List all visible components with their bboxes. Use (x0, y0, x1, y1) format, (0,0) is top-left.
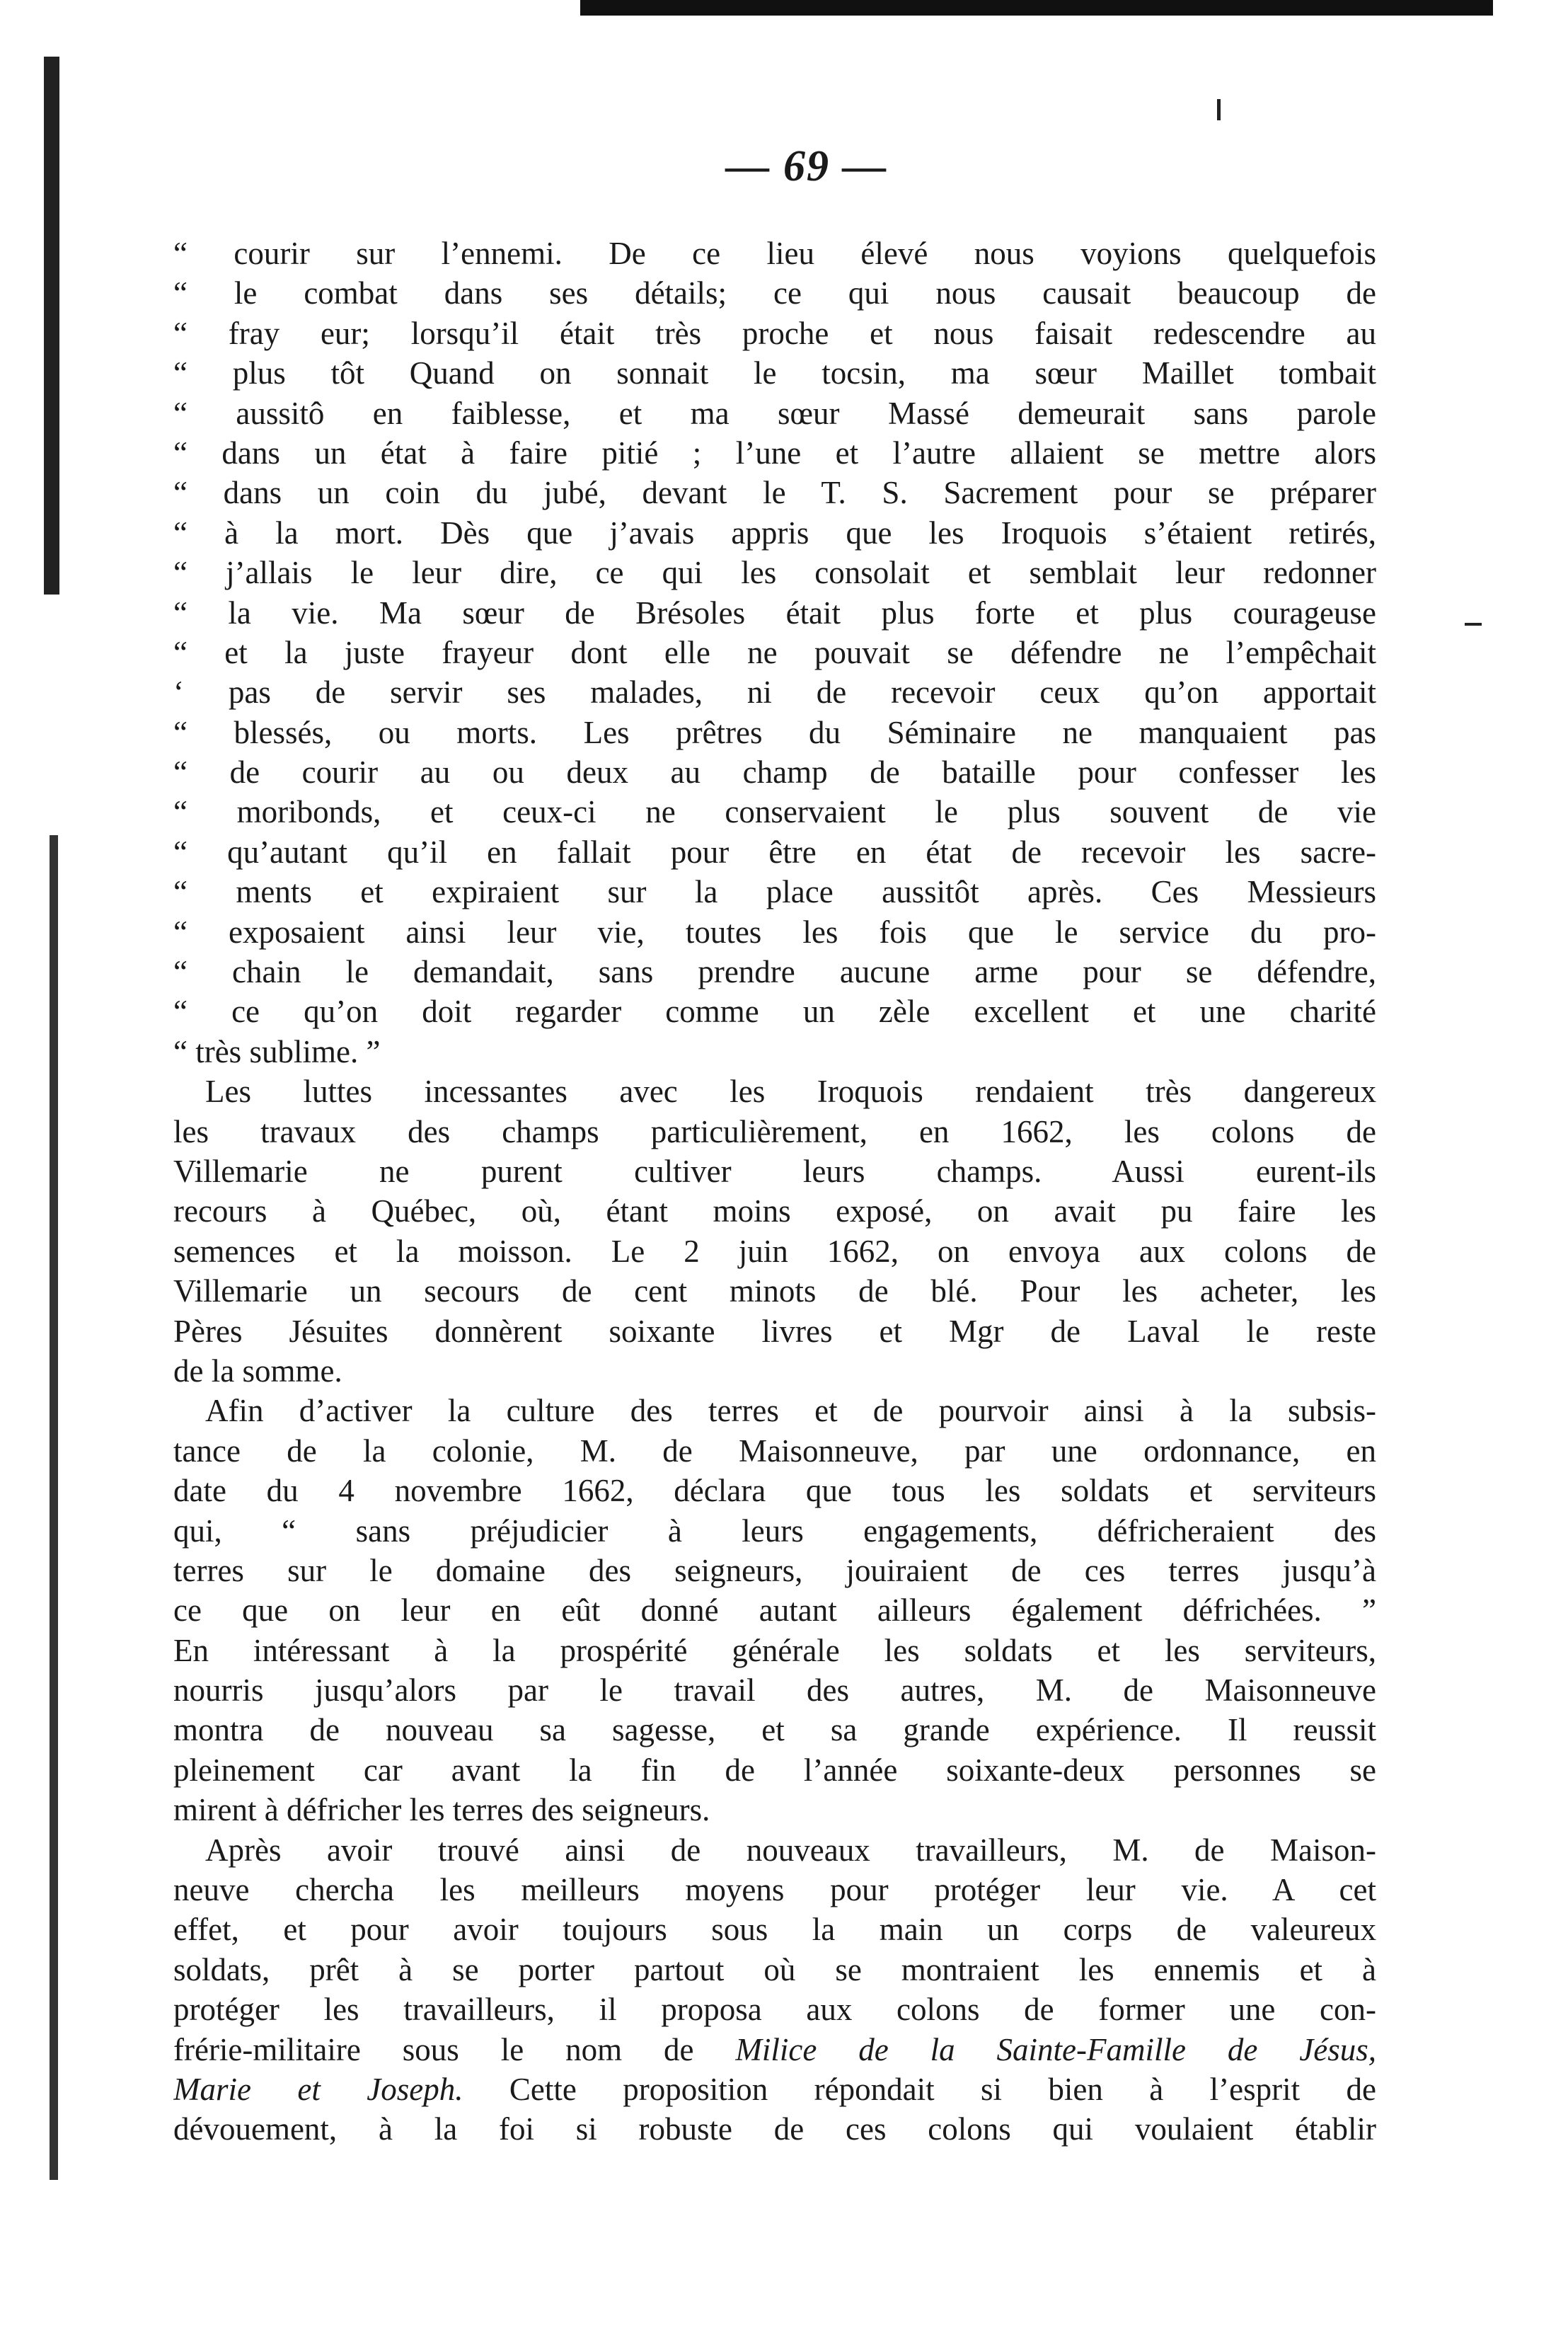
text-line: “ chain le demandait, sans prendre aucune arme pour se défendre, (173, 954, 1376, 990)
text-line: frérie-militaire sous le nom de Milice de la Sainte-Famille de Jésus, (173, 2031, 1376, 2067)
text-line: Marie et Joseph. Cette proposition répondait si bien à l’esprit de (173, 2071, 1376, 2107)
text-line: Les luttes incessantes avec les Iroquois rendaient très dangereux (205, 1074, 1376, 1110)
text-line: Afin d’activer la culture des terres et de pourvoir ainsi à la subsis- (205, 1393, 1376, 1429)
text-line: nourris jusqu’alors par le travail des autres, M. de Maisonneuve (173, 1672, 1376, 1709)
scan-margin-tick (1217, 99, 1221, 120)
text-line: dévouement, à la foi si robuste de ces colons qui voulaient établir (173, 2111, 1376, 2147)
text-line: “ la vie. Ma sœur de Brésoles était plus forte et plus courageuse (173, 595, 1376, 631)
text-line: “ fray eur; lorsqu’il était très proche et nous faisait redescendre au (173, 315, 1376, 351)
text-line: Pères Jésuites donnèrent soixante livres et Mgr de Laval le reste (173, 1313, 1376, 1349)
text-line: “ très sublime. ” (173, 1033, 381, 1069)
text-line: “ exposaient ainsi leur vie, toutes les fois que le service du pro- (173, 914, 1376, 950)
text-line: “ à la mort. Dès que j’avais appris que les Iroquois s’étaient retirés, (173, 515, 1376, 551)
text-line: recours à Québec, où, étant moins exposé, on avait pu faire les (173, 1193, 1376, 1229)
text-line: ‘ pas de servir ses malades, ni de recevoir ceux qu’on apportait (173, 675, 1376, 711)
text-line: qui, “ sans préjudicier à leurs engagements, défricheraient des (173, 1512, 1376, 1549)
text-line: montra de nouveau sa sagesse, et sa grande expérience. Il reussit (173, 1712, 1376, 1748)
text-line: “ ments et expiraient sur la place aussitôt après. Ces Messieurs (173, 874, 1376, 910)
text-line: effet, et pour avoir toujours sous la main un corps de valeureux (173, 1912, 1376, 1948)
text-line: tance de la colonie, M. de Maisonneuve, par une ordonnance, en (173, 1433, 1376, 1469)
text-line: “ ce qu’on doit regarder comme un zèle excellent et une charité (173, 994, 1376, 1030)
text-line: “ aussitô en faiblesse, et ma sœur Massé demeurait sans parole (173, 395, 1376, 431)
text-line: “ moribonds, et ceux-ci ne conservaient le plus souvent de vie (173, 794, 1376, 830)
scan-margin-dash (1465, 623, 1482, 626)
text-line: les travaux des champs particulièrement, en 1662, les colons de (173, 1113, 1376, 1149)
text-line: semences et la moisson. Le 2 juin 1662, on envoya aux colons de (173, 1233, 1376, 1269)
text-line: “ qu’autant qu’il en fallait pour être en état de recevoir les sacre- (173, 834, 1376, 870)
text-line: “ j’allais le leur dire, ce qui les consolait et semblait leur redonner (173, 555, 1376, 591)
text-line: En intéressant à la prospérité générale les soldats et les serviteurs, (173, 1632, 1376, 1668)
text-line: “ et la juste frayeur dont elle ne pouvait se défendre ne l’empêchait (173, 634, 1376, 670)
scan-left-edge-mark (44, 57, 59, 595)
text-line: neuve chercha les meilleurs moyens pour protéger leur vie. A cet (173, 1872, 1376, 1908)
text-line: ce que on leur en eût donné autant ailleurs également défrichées. ” (173, 1592, 1376, 1629)
text-line: pleinement car avant la fin de l’année soixante-deux personnes se (173, 1752, 1376, 1788)
scan-top-rule (580, 0, 1493, 16)
text-line: Villemarie ne purent cultiver leurs champs. Aussi eurent-ils (173, 1153, 1376, 1189)
text-line: terres sur le domaine des seigneurs, jouiraient de ces terres jusqu’à (173, 1552, 1376, 1588)
text-line: “ le combat dans ses détails; ce qui nous causait beaucoup de (173, 275, 1376, 311)
text-line: protéger les travailleurs, il proposa aux colons de former une con- (173, 1992, 1376, 2028)
text-line: mirent à défricher les terres des seigneurs. (173, 1792, 710, 1828)
text-line: Après avoir trouvé ainsi de nouveaux travailleurs, M. de Maison- (205, 1832, 1376, 1868)
text-line: “ dans un coin du jubé, devant le T. S. Sacrement pour se préparer (173, 475, 1376, 511)
text-line: Villemarie un secours de cent minots de blé. Pour les acheter, les (173, 1273, 1376, 1309)
text-line: date du 4 novembre 1662, déclara que tous les soldats et serviteurs (173, 1473, 1376, 1509)
italic-text: Marie et Joseph. (173, 2071, 463, 2107)
body-text (173, 234, 1376, 2149)
italic-text: Milice de la Sainte-Famille de Jésus, (735, 2031, 1376, 2067)
page-number: — 69 — (725, 142, 888, 190)
text-line: “ plus tôt Quand on sonnait le tocsin, ma sœur Maillet tombait (173, 355, 1376, 391)
text-line: “ dans un état à faire pitié ; l’une et l’autre allaient se mettre alors (173, 435, 1376, 471)
text-line: “ courir sur l’ennemi. De ce lieu élevé nous voyions quelquefois (173, 236, 1376, 271)
text-line: “ blessés, ou morts. Les prêtres du Séminaire ne manquaient pas (173, 714, 1376, 750)
text-line: de la somme. (173, 1353, 342, 1389)
text-line: soldats, prêt à se porter partout où se montraient les ennemis et à (173, 1951, 1376, 1987)
text-line: “ de courir au ou deux au champ de bataille pour confesser les (173, 754, 1376, 791)
scan-left-edge-mark-lower (50, 835, 58, 2180)
